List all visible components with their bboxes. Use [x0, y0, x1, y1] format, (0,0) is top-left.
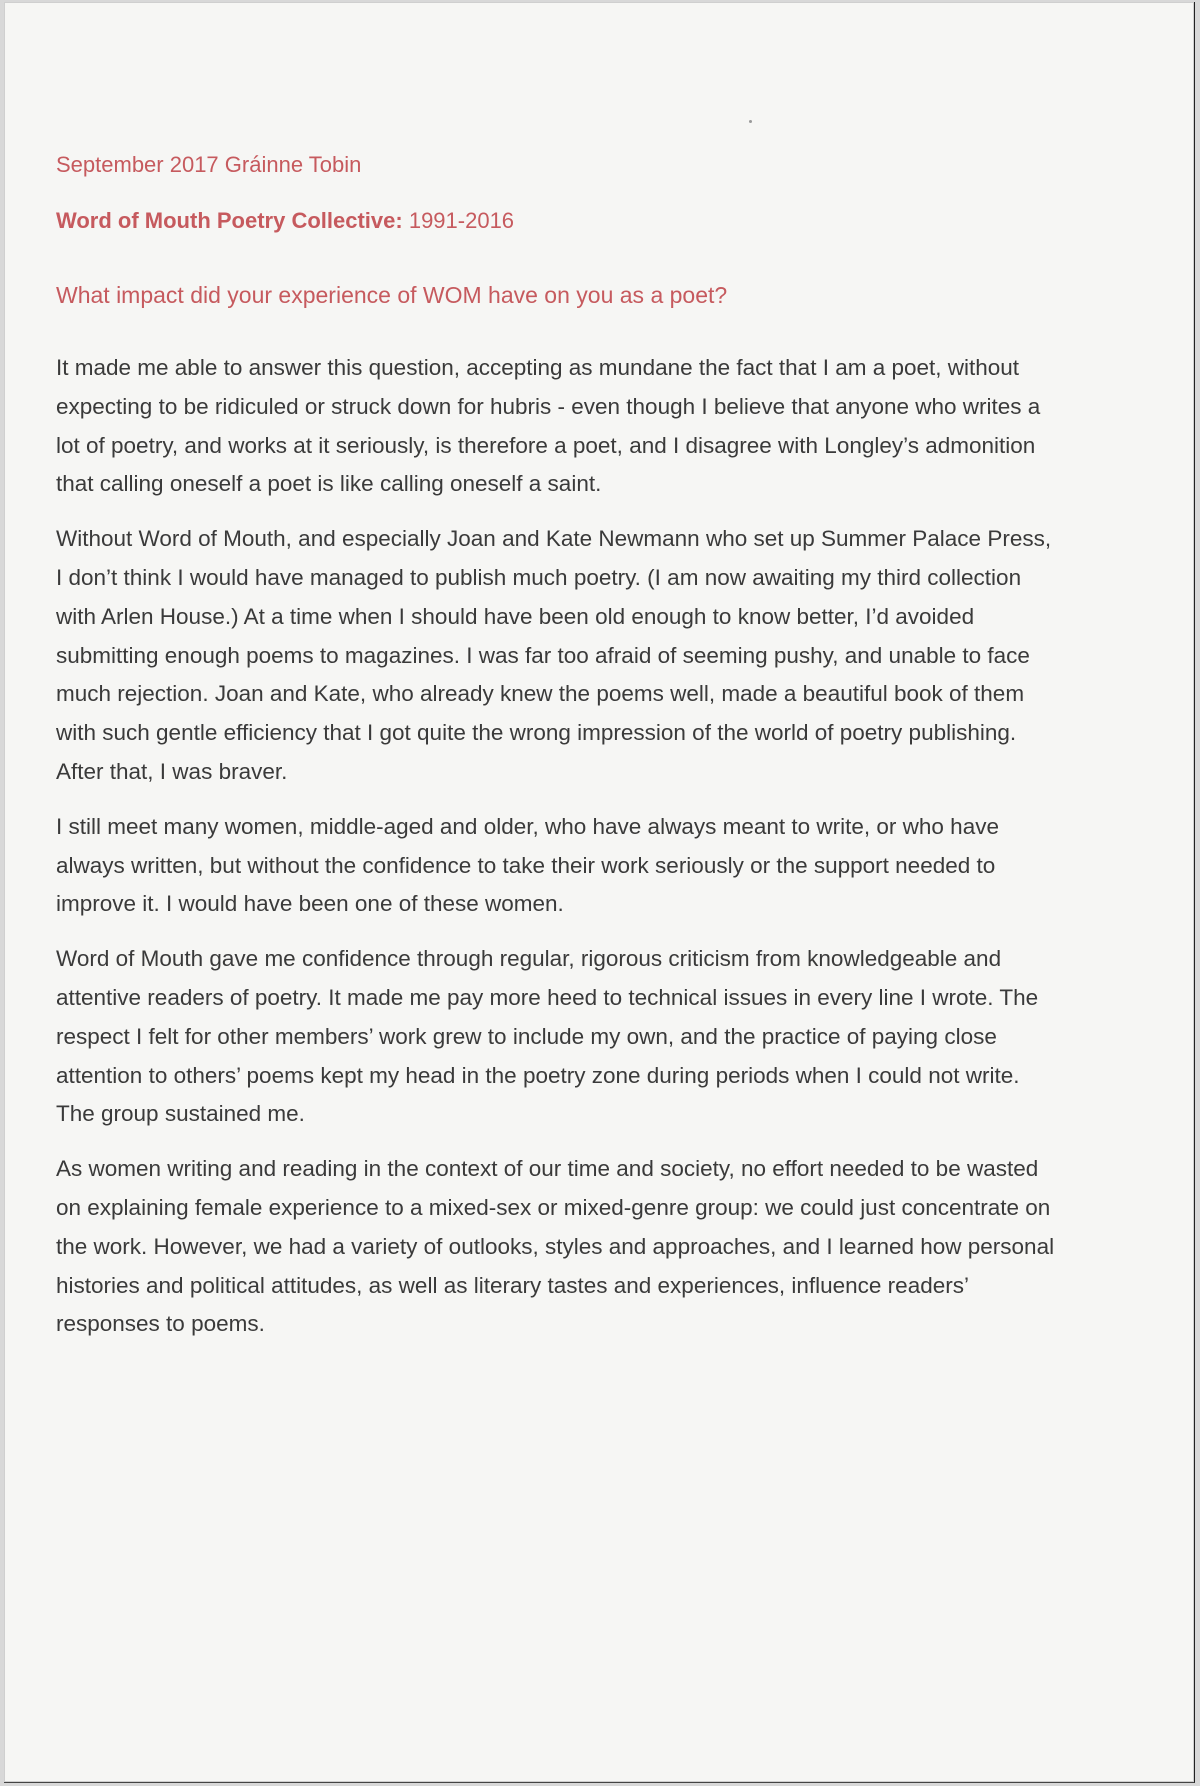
- paragraph-2: Without Word of Mouth, and especially Joan and Kate Newmann who set up Summer Palace Press, I don’t think I would have managed to publish much poetry. (I am now awaiting my third collection with Arlen House.) At a time when I should have been old enough to know better, I’d avoided submitting enough poems to magazines. I was far too afraid of seeming pushy, and unable to face much rejection. Joan and Kate, who already knew the poems well, made a beautiful book of them with such gentle efficiency that I got quite the wrong impression of the world of poetry publishing. After that, I was braver.: [56, 526, 1052, 784]
- title-years: 1991-2016: [402, 208, 515, 233]
- question-heading: What impact did your experience of WOM have on you as a poet?: [56, 282, 728, 308]
- paragraph-5: As women writing and reading in the context of our time and society, no effort needed to be wasted on explaining female experience to a mixed-sex or mixed-genre group: we could just concentrate on the work. However, we had a variety of outlooks, styles and approaches, and I learned how personal histories and political attitudes, as well as literary tastes and experiences, influence readers’ responses to poems.: [56, 1156, 1055, 1337]
- document-body: [56, 152, 1056, 1360]
- document-page: [4, 2, 1195, 1783]
- paragraph-4: Word of Mouth gave me confidence through regular, rigorous criticism from knowledgeable and attentive readers of poetry. It made me pay more heed to technical issues in every line I wrote. The respect I felt for other members’ work grew to include my own, and the practice of paying close attention to others’ poems kept my head in the poetry zone during periods when I could not write. The group sustained me.: [56, 946, 1039, 1127]
- paragraph-1: It made me able to answer this question, accepting as mundane the fact that I am a poet, without expecting to be ridiculed or struck down for hubris - even though I believe that anyone who writes a lot of poetry, and works at it seriously, is therefore a poet, and I disagree with Longley’s admonition that calling oneself a poet is like calling oneself a saint.: [56, 355, 1041, 497]
- date-author-line: September 2017 Gráinne Tobin: [56, 152, 362, 177]
- paper-speck: [749, 120, 752, 123]
- paragraph-3: I still meet many women, middle-aged and older, who have always meant to write, or who have always written, but without the confidence to take their work seriously or the support needed to improve it. I would have been one of these women.: [56, 813, 999, 917]
- document-title: [56, 208, 1056, 234]
- title-bold: Word of Mouth Poetry Collective:: [56, 208, 403, 233]
